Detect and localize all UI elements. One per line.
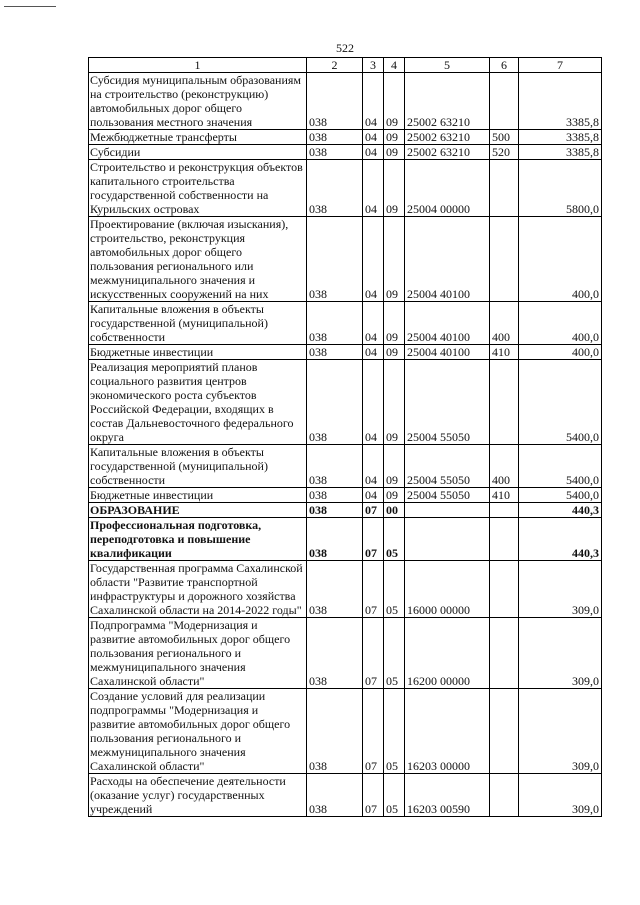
row-subsection-cell: 09 [384, 145, 405, 160]
row-amount-cell: 400,0 [519, 217, 602, 302]
header-col-4: 4 [384, 58, 405, 73]
row-name-cell: Подпрограмма "Модернизация и развитие автомобильных дорог общего пользования регионального и межмуниципального значения Сахалинской области" [89, 618, 307, 689]
row-code-cell: 038 [307, 488, 363, 503]
row-section-cell: 07 [363, 618, 384, 689]
row-target-cell: 25002 63210 [405, 145, 490, 160]
row-type-cell [490, 618, 519, 689]
row-type-cell: 500 [490, 130, 519, 145]
row-name-cell: Бюджетные инвестиции [89, 345, 307, 360]
row-target-cell: 25004 40100 [405, 302, 490, 345]
row-type-cell: 400 [490, 302, 519, 345]
table-row [89, 618, 602, 689]
row-code-cell: 038 [307, 561, 363, 618]
row-name-cell: Расходы на обеспечение деятельности (оказание услуг) государственных учреждений [89, 774, 307, 817]
row-type-cell [490, 561, 519, 618]
row-section-cell: 04 [363, 302, 384, 345]
row-section-cell: 07 [363, 518, 384, 561]
row-name-cell: Реализация мероприятий планов социального развития центров экономического роста субъектов Российской Федерации, входящих в состав Дальневосточного федерального округа [89, 360, 307, 445]
header-col-5: 5 [405, 58, 490, 73]
row-type-cell [490, 774, 519, 817]
row-amount-cell: 309,0 [519, 689, 602, 774]
table-row [89, 689, 602, 774]
row-subsection-cell: 09 [384, 345, 405, 360]
row-code-cell: 038 [307, 302, 363, 345]
row-section-cell: 04 [363, 217, 384, 302]
row-section-cell: 04 [363, 160, 384, 217]
row-amount-cell: 309,0 [519, 774, 602, 817]
row-subsection-cell: 09 [384, 302, 405, 345]
row-section-cell: 04 [363, 360, 384, 445]
row-name-cell: Государственная программа Сахалинской области "Развитие транспортной инфраструктуры и дорожного хозяйства Сахалинской области на 2014-2022 годы" [89, 561, 307, 618]
row-amount-cell: 5400,0 [519, 445, 602, 488]
row-amount-cell: 440,3 [519, 518, 602, 561]
row-amount-cell: 400,0 [519, 345, 602, 360]
row-code-cell: 038 [307, 217, 363, 302]
table-row [89, 445, 602, 488]
row-target-cell: 25004 40100 [405, 217, 490, 302]
row-section-cell: 04 [363, 345, 384, 360]
row-target-cell: 25004 40100 [405, 345, 490, 360]
row-amount-cell: 309,0 [519, 561, 602, 618]
row-amount-cell: 5800,0 [519, 160, 602, 217]
table-row [89, 518, 602, 561]
row-amount-cell: 5400,0 [519, 360, 602, 445]
row-code-cell: 038 [307, 73, 363, 130]
table-row [89, 561, 602, 618]
row-section-cell: 07 [363, 689, 384, 774]
row-subsection-cell: 09 [384, 130, 405, 145]
row-subsection-cell: 09 [384, 360, 405, 445]
header-row [89, 58, 602, 73]
row-name-cell: Капитальные вложения в объекты государственной (муниципальной) собственности [89, 445, 307, 488]
row-type-cell [490, 160, 519, 217]
table-row [89, 73, 602, 130]
row-amount-cell: 3385,8 [519, 145, 602, 160]
row-type-cell [490, 73, 519, 130]
row-subsection-cell: 09 [384, 445, 405, 488]
table-row [89, 160, 602, 217]
table-body [89, 58, 602, 817]
row-name-cell: Капитальные вложения в объекты государственной (муниципальной) собственности [89, 302, 307, 345]
table-row [89, 130, 602, 145]
row-amount-cell: 440,3 [519, 503, 602, 518]
row-type-cell [490, 503, 519, 518]
row-section-cell: 04 [363, 445, 384, 488]
table-row [89, 217, 602, 302]
row-name-cell: Субсидия муниципальным образованиям на строительство (реконструкцию) автомобильных дорог общего пользования местного значения [89, 73, 307, 130]
table-row [89, 302, 602, 345]
row-subsection-cell: 05 [384, 518, 405, 561]
row-target-cell: 16000 00000 [405, 561, 490, 618]
header-col-6: 6 [490, 58, 519, 73]
row-subsection-cell: 00 [384, 503, 405, 518]
row-target-cell: 16203 00000 [405, 689, 490, 774]
row-code-cell: 038 [307, 774, 363, 817]
row-name-cell: Профессиональная подготовка, переподготовка и повышение квалификации [89, 518, 307, 561]
row-section-cell: 04 [363, 488, 384, 503]
row-name-cell: Создание условий для реализации подпрограммы "Модернизация и развитие автомобильных дорог общего пользования регионального и межмуниципального значения Сахалинской области" [89, 689, 307, 774]
row-target-cell: 25004 55050 [405, 488, 490, 503]
row-code-cell: 038 [307, 160, 363, 217]
row-section-cell: 04 [363, 73, 384, 130]
row-section-cell: 07 [363, 774, 384, 817]
row-type-cell [490, 689, 519, 774]
header-col-3: 3 [363, 58, 384, 73]
row-name-cell: ОБРАЗОВАНИЕ [89, 503, 307, 518]
row-target-cell: 16203 00590 [405, 774, 490, 817]
row-section-cell: 07 [363, 561, 384, 618]
row-section-cell: 04 [363, 130, 384, 145]
header-col-7: 7 [519, 58, 602, 73]
row-subsection-cell: 09 [384, 217, 405, 302]
row-amount-cell: 3385,8 [519, 73, 602, 130]
row-target-cell: 16200 00000 [405, 618, 490, 689]
table-row [89, 145, 602, 160]
row-target-cell [405, 503, 490, 518]
top-left-rule [4, 6, 56, 7]
row-code-cell: 038 [307, 618, 363, 689]
row-code-cell: 038 [307, 445, 363, 488]
row-amount-cell: 3385,8 [519, 130, 602, 145]
page-number: 522 [336, 41, 354, 55]
row-section-cell: 04 [363, 145, 384, 160]
row-code-cell: 038 [307, 503, 363, 518]
row-target-cell: 25004 55050 [405, 445, 490, 488]
table-row [89, 774, 602, 817]
row-type-cell [490, 360, 519, 445]
row-code-cell: 038 [307, 130, 363, 145]
row-target-cell [405, 518, 490, 561]
table-row [89, 488, 602, 503]
row-code-cell: 038 [307, 345, 363, 360]
row-amount-cell: 5400,0 [519, 488, 602, 503]
row-type-cell [490, 518, 519, 561]
budget-table [88, 57, 602, 817]
row-type-cell: 410 [490, 345, 519, 360]
row-amount-cell: 309,0 [519, 618, 602, 689]
row-subsection-cell: 09 [384, 73, 405, 130]
row-subsection-cell: 09 [384, 488, 405, 503]
row-target-cell: 25002 63210 [405, 73, 490, 130]
row-type-cell: 410 [490, 488, 519, 503]
table-row [89, 503, 602, 518]
row-name-cell: Строительство и реконструкция объектов капитального строительства государственной собственности на Курильских островах [89, 160, 307, 217]
row-name-cell: Бюджетные инвестиции [89, 488, 307, 503]
row-code-cell: 038 [307, 689, 363, 774]
row-name-cell: Проектирование (включая изыскания), строительство, реконструкция автомобильных дорог общего пользования регионального или межмуниципального значения и искусственных сооружений на них [89, 217, 307, 302]
row-code-cell: 038 [307, 145, 363, 160]
row-subsection-cell: 05 [384, 774, 405, 817]
row-subsection-cell: 05 [384, 561, 405, 618]
row-code-cell: 038 [307, 518, 363, 561]
row-section-cell: 07 [363, 503, 384, 518]
row-name-cell: Межбюджетные трансферты [89, 130, 307, 145]
table-row [89, 360, 602, 445]
row-subsection-cell: 05 [384, 618, 405, 689]
row-type-cell: 400 [490, 445, 519, 488]
row-amount-cell: 400,0 [519, 302, 602, 345]
row-subsection-cell: 09 [384, 160, 405, 217]
row-name-cell: Субсидии [89, 145, 307, 160]
row-code-cell: 038 [307, 360, 363, 445]
row-type-cell [490, 217, 519, 302]
row-type-cell: 520 [490, 145, 519, 160]
row-target-cell: 25004 00000 [405, 160, 490, 217]
row-target-cell: 25004 55050 [405, 360, 490, 445]
header-col-2: 2 [307, 58, 363, 73]
row-target-cell: 25002 63210 [405, 130, 490, 145]
row-subsection-cell: 05 [384, 689, 405, 774]
table-row [89, 345, 602, 360]
header-col-1: 1 [89, 58, 307, 73]
